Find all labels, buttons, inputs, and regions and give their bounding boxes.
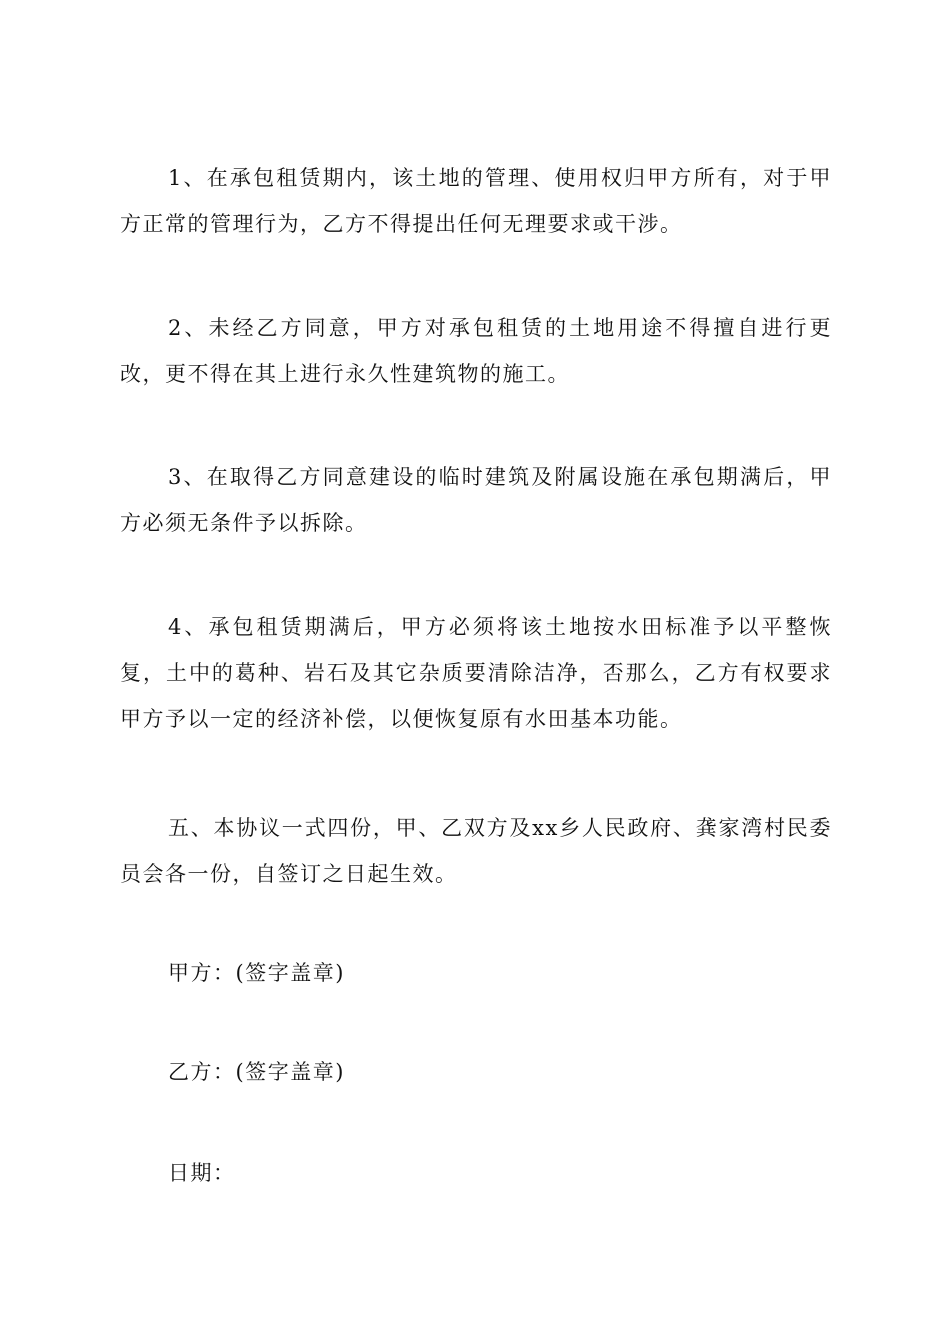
clause-1: 1、在承包租赁期内，该土地的管理、使用权归甲方所有，对于甲方正常的管理行为，乙方不得提出任何无理要求或干涉。 (120, 166, 832, 236)
clause-5-effectiveness: 五、本协议一式四份，甲、乙双方及xx乡人民政府、龚家湾村民委员会各一份，自签订之日起生效。 (120, 816, 832, 886)
clause-2: 2、未经乙方同意，甲方对承包租赁的土地用途不得擅自进行更改，更不得在其上进行永久性建筑物的施工。 (120, 316, 832, 386)
clause-4: 4、承包租赁期满后，甲方必须将该土地按水田标准予以平整恢复，土中的葛种、岩石及其它杂质要清除洁净，否那么，乙方有权要求甲方予以一定的经济补偿，以便恢复原有水田基本功能。 (120, 615, 832, 731)
party-b-signature-line: 乙方：(签字盖章) (168, 1060, 345, 1084)
clause-3: 3、在取得乙方同意建设的临时建筑及附属设施在承包期满后，甲方必须无条件予以拆除。 (120, 465, 832, 535)
date-line: 日期： (168, 1161, 236, 1185)
party-a-signature-line: 甲方：(签字盖章) (168, 961, 345, 985)
